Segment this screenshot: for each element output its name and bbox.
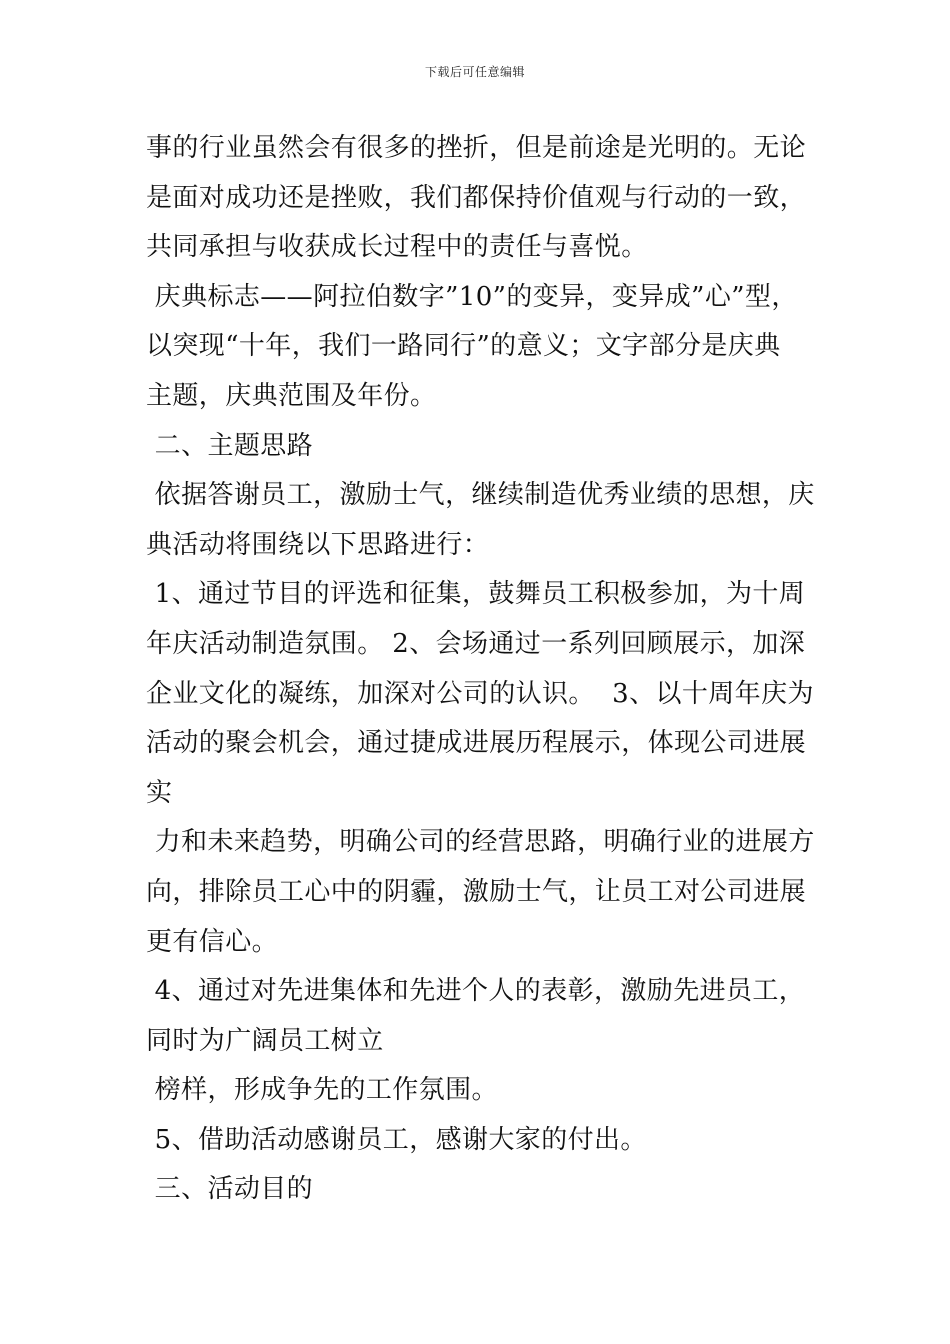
text-line: 更有信心。 <box>146 926 279 957</box>
text-line: 庆典标志——阿拉伯数字”10”的变异，变异成”心”型， <box>146 281 798 312</box>
text-line: 同时为广阔员工树立 <box>146 1025 384 1056</box>
text-line: 依据答谢员工，激励士气，继续制造优秀业绩的思想，庆 <box>146 480 815 511</box>
text-line: 是面对成功还是挫败，我们都保持价值观与行动的一致， <box>146 182 807 213</box>
text-line: 榜样，形成争先的工作氛围。 <box>146 1075 498 1106</box>
section-heading: 三、活动目的 <box>146 1174 314 1205</box>
text-line: 力和未来趋势，明确公司的经营思路，明确行业的进展方 <box>146 827 815 858</box>
text-line: 典活动将围绕以下思路进行： <box>146 529 490 560</box>
text-line: 5、借助活动感谢员工，感谢大家的付出。 <box>146 1124 647 1155</box>
text-line: 实 <box>146 777 173 808</box>
section-heading: 二、主题思路 <box>146 430 314 461</box>
page-header: 下载后可任意编辑 <box>424 65 525 79</box>
text-line: 向，排除员工心中的阴霾，激励士气，让员工对公司进展 <box>146 876 807 907</box>
text-line: 1、通过节目的评选和征集，鼓舞员工积极参加，为十周 <box>146 579 806 610</box>
text-line: 主题，庆典范围及年份。 <box>146 380 437 411</box>
text-line: 年庆活动制造氛围。 2、会场通过一系列回顾展示，加深 <box>146 628 806 659</box>
document-body <box>146 124 816 1215</box>
text-line: 共同承担与收获成长过程中的责任与喜悦。 <box>146 232 648 263</box>
text-line: 活动的聚会机会，通过捷成进展历程展示，体现公司进展 <box>146 728 807 759</box>
text-line: 4、通过对先进集体和先进个人的表彰，激励先进员工， <box>146 976 806 1007</box>
text-line: 企业文化的凝练，加深对公司的认识。 3、以十周年庆为 <box>146 678 814 709</box>
text-line: 事的行业虽然会有很多的挫折，但是前途是光明的。无论 <box>146 133 807 163</box>
text-line: 以突现“十年，我们一路同行”的意义；文字部分是庆典 <box>146 331 781 362</box>
